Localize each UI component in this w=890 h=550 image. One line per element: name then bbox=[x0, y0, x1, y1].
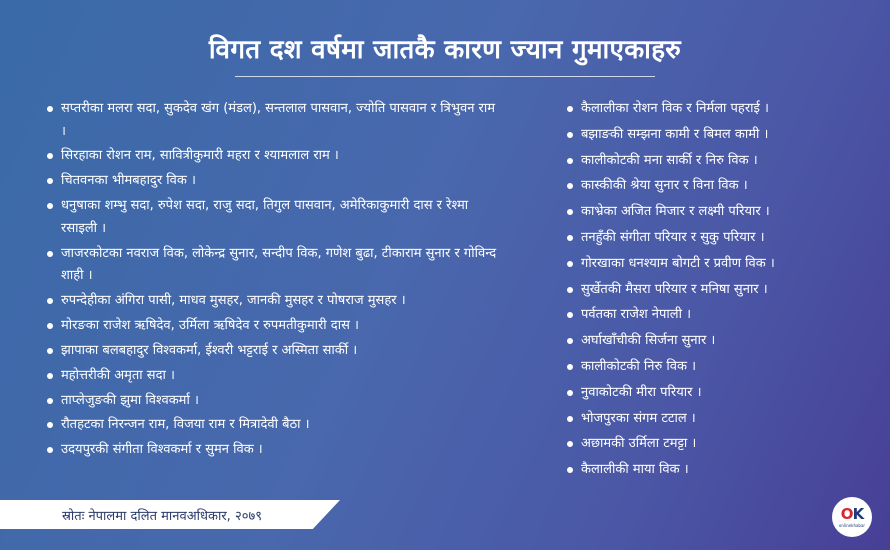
page-title: विगत दश वर्षमा जातकै कारण ज्यान गुमाएकाहरु bbox=[208, 35, 682, 65]
list-item: सुर्खेतकी मैसरा परियार र मनिषा सुनार । bbox=[565, 279, 865, 302]
list-item: सप्तरीका मलरा सदा, सुकदेव खंग (मंडल), सन्तलाल पासवान, ज्योति पासवान र त्रिभुवन राम । bbox=[45, 98, 500, 143]
list-item: कैलालीका रोशन विक र निर्मला पहराई । bbox=[565, 98, 865, 121]
list-item: तनहुँकी संगीता परियार र सुकु परियार । bbox=[565, 227, 865, 250]
source-banner bbox=[0, 500, 340, 529]
list-item: मोरङका राजेश ऋषिदेव, उर्मिला ऋषिदेव र रुपमतीकुमारी दास । bbox=[45, 315, 500, 338]
list-item: गोरखाका धनश्याम बोगटी र प्रवीण विक । bbox=[565, 253, 865, 276]
right-victim-list bbox=[565, 98, 865, 485]
list-item: पर्वतका राजेश नेपाली । bbox=[565, 304, 865, 327]
list-item: झापाका बलबहादुर विश्वकर्मा, ईश्वरी भट्टराई र अस्मिता सार्की । bbox=[45, 340, 500, 363]
logo-subtext: onlinekhabar bbox=[838, 522, 866, 528]
list-item: जाजरकोटका नवराज विक, लोकेन्द्र सुनार, सन्दीप विक, गणेश बुढा, टीकाराम सुनार र गोविन्द शाही । bbox=[45, 243, 500, 288]
list-item: चितवनका भीमबहादुर विक । bbox=[45, 170, 500, 193]
logo-letter-o: O bbox=[840, 504, 853, 523]
list-item: सिरहाका रोशन राम, सावित्रीकुमारी महरा र श्यामलाल राम । bbox=[45, 145, 500, 168]
list-item: बझाङकी सम्झना कामी र बिमल कामी । bbox=[565, 124, 865, 147]
logo-mark bbox=[840, 504, 864, 523]
list-item: अर्घाखाँचीकी सिर्जना सुनार । bbox=[565, 330, 865, 353]
list-item: रुपन्देहीका अंगिरा पासी, माधव मुसहर, जानकी मुसहर र पोषराज मुसहर । bbox=[45, 290, 500, 313]
onlinekhabar-logo-icon bbox=[832, 497, 872, 537]
list-item: ताप्लेजुङकी झुमा विश्वकर्मा । bbox=[45, 390, 500, 413]
left-victim-list bbox=[45, 98, 500, 464]
list-item: नुवाकोटकी मीरा परियार । bbox=[565, 382, 865, 405]
source-text: स्रोतः नेपालमा दलित मानवअधिकार, २०७९ bbox=[62, 508, 262, 524]
list-item: कालीकोटकी मना सार्की र निरु विक । bbox=[565, 150, 865, 173]
list-item: भोजपुरका संगम टटाल । bbox=[565, 408, 865, 431]
list-item: कास्कीकी श्रेया सुनार र विना विक । bbox=[565, 175, 865, 198]
title-divider bbox=[235, 76, 655, 77]
list-item: महोत्तरीकी अमृता सदा । bbox=[45, 365, 500, 388]
list-item: उदयपुरकी संगीता विश्वकर्मा र सुमन विक । bbox=[45, 439, 500, 462]
list-item: कैलालीकी माया विक । bbox=[565, 459, 865, 482]
logo-letter-k: K bbox=[852, 504, 864, 523]
list-item: कालीकोटकी निरु विक । bbox=[565, 356, 865, 379]
list-item: रौतहटका निरन्जन राम, विजया राम र मित्रादेवी बैठा । bbox=[45, 414, 500, 437]
list-item: धनुषाका शम्भु सदा, रुपेश सदा, राजु सदा, तिगुल पासवान, अमेरिकाकुमारी दास र रेश्मा रसाइली । bbox=[45, 195, 500, 240]
list-item: अछामकी उर्मिला टमट्टा । bbox=[565, 433, 865, 456]
list-item: काभ्रेका अजित मिजार र लक्ष्मी परियार । bbox=[565, 201, 865, 224]
